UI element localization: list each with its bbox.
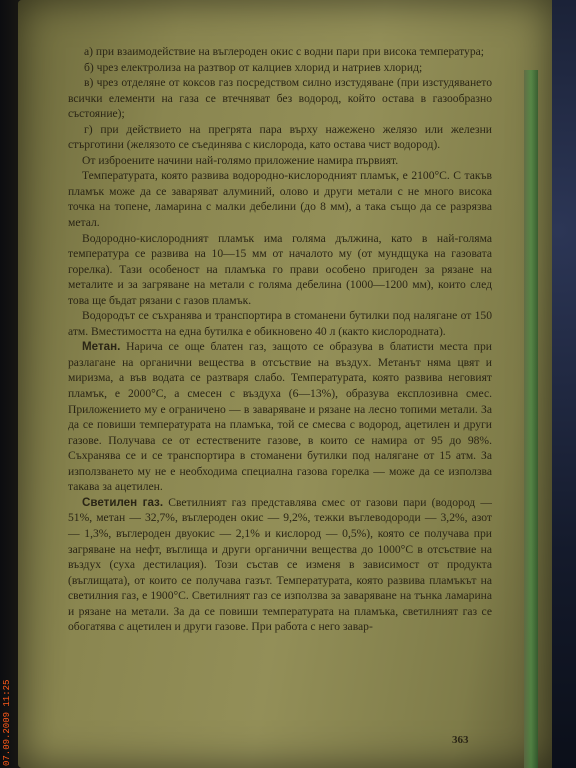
list-item: в) чрез отделяне от коксов газ посредством силно изстудяване (при изстудяването всички елементи на газа се втечняват без водород, който остава в газообразно състояние);: [68, 76, 492, 121]
paragraph-methane: [68, 339, 492, 494]
camera-timestamp: 07.09.2009 11:25: [2, 679, 12, 766]
paragraph: Водородът се съхранява и транспортира в стоманени бутилки под налягане от 150 атм. Вместимостта на една бутилка е обикновено 40 л (както кислородната).: [68, 309, 492, 338]
section-heading: Светилен газ.: [82, 495, 164, 509]
list-item: а) при взаимодействие на въглероден окис с водни пари при висока температура;: [84, 45, 485, 58]
section-text: Нарича се още блатен газ, защото се образува в блатисти места при разлагане на органични вещества в отсъствие на въздух. Метанът няма цвят и миризма, а във водата се разтваря слабо. Температурата, която развива неговият пламък, е 2000°С, а смесен с въздуха (6—13%), образува експлозивна смес. Приложението му е ограничено — в заваряване и рязане на лесно топими метали. За да се повиши температурата на пламъка, той се смесва с водород, ацетилен и други газове. Получава се от естествените газове, в които се намира от 95 до 98%. Съхранява се и се транспортира в стоманени бутилки под налягане от 15 атм. За използването му не е необходима специална газова горелка — може да се използва такава за ацетилен.: [68, 340, 492, 494]
list-item: г) при действието на прегрята пара върху нажежено желязо или железни стърготини (желязото се съединява с кислорода, като остава чист водород).: [68, 122, 492, 152]
list-item: б) чрез електролиза на разтвор от калциев хлорид и натриев хлорид;: [84, 60, 423, 74]
paragraph-lighting-gas: [68, 495, 492, 635]
page-number: 363: [452, 734, 469, 746]
paragraph: Водородно-кислородният пламък има голяма дължина, като в най-голяма температура се развива на 10—15 мм от началото му (от мундщука на газовата горелка). Тази особеност на пламъка го прави особено пригоден за рязане на металите и за загряване на метали с голяма дебелина (1000—1200 мм), които след това ще бъдат рязани с газов пламък.: [68, 231, 492, 307]
section-heading: Метан.: [82, 340, 121, 354]
page-edge: [524, 70, 538, 768]
paragraph: От изброените начини най-голямо приложение намира първият.: [82, 153, 399, 167]
section-text: Светилният газ представлява смес от газови пари (водород — 51%, метан — 32,7%, въглероден окис — 9,2%, тежки въглеводороди — 3,2%, азот — 1,3%, въглероден двуокис — 2,1% и кислород — 0,5%), която се получава при загряване на нефт, въглища и други органични вещества до 1000°С в отсъствие на въздух (суха дестилация). Този състав се изменя в зависимост от продукта (въглищата), от които се получава газът. Температурата, която развива пламъкът на светилния газ, е 1900°С. Светилният газ се използва за заваряване на тънка ламарина и рязане на метали. За да се повиши температурата на пламъка, светилният газ се обогатява с ацетилен и други газове. При работа с него завар-: [68, 495, 492, 634]
paragraph: Температурата, която развива водородно-кислородният пламък, е 2100°С. С такъв пламък може да се заваряват алуминий, олово и други метали с не много висока точка на топене, ламарина с малки дебелини (до 8 мм), а така също да се разрязва метал.: [68, 169, 492, 230]
page-text: [68, 44, 492, 635]
